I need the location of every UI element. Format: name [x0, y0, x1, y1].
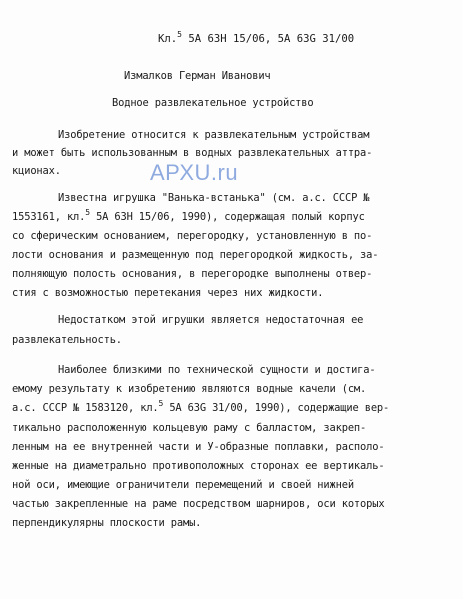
paragraph-line: Изобретение относится к развлекательным устройствам — [58, 129, 370, 141]
paragraph-line: тикально расположенную кольцевую раму с балластом, закреп- — [12, 422, 367, 434]
classif-prefix: Кл. — [158, 33, 178, 45]
paragraph-line: Недостатком этой игрушки является недостаточная ее — [58, 314, 364, 326]
paragraph-line — [12, 210, 365, 225]
paragraph-line: Наиболее близкими по технической сущности и достига- — [58, 364, 376, 376]
paragraph-line — [12, 401, 389, 416]
document-title: Водное развлекательное устройство — [112, 97, 314, 109]
paragraph-line: лости основания и размещенную под перегородкой жидкость, за- — [12, 249, 379, 261]
paragraph-line: ленным на ее внутренней части и У-образные поплавки, располо- — [12, 441, 385, 453]
paragraph-line: полняющую полость основания, в перегородке выполнены отвер- — [12, 268, 373, 280]
paragraph-line: ной оси, имеющие ограничители перемещений и своей нижней — [12, 479, 354, 491]
paragraph-line: развлекательность. — [12, 334, 122, 346]
line-fragment: 5А 63G 31/00, 1990), содержащие вер- — [169, 402, 390, 414]
line-fragment: а.с. СССР № 1583120, кл. — [12, 402, 159, 414]
paragraph-line: со сферическим основанием, перегородку, установленную в по- — [12, 230, 373, 242]
paragraph-line: перпендикулярны плоскости рамы. — [12, 517, 202, 529]
author-name: Измалков Герман Иванович — [124, 70, 271, 82]
paragraph-line: частью закрепленные на раме посредством шарниров, оси которых — [12, 498, 385, 510]
paragraph-line: кционах. — [12, 165, 61, 177]
line-fragment: 5А 63Н 15/06, 1990), содержащая полый корпус — [96, 211, 365, 223]
classif-codes: 5А 63Н 15/06, 5А 63G 31/00 — [188, 33, 355, 45]
paragraph-line: емому результату к изобретению являются водные качели (см. — [12, 383, 367, 395]
superscript: 5 — [85, 208, 90, 217]
classif-superscript: 5 — [177, 30, 182, 39]
paragraph-line: женные на диаметрально противоположных сторонах ее вертикаль- — [12, 460, 385, 472]
site-watermark: АРХU.ru — [150, 160, 239, 185]
superscript: 5 — [158, 399, 164, 408]
line-fragment: 1553161, кл. — [12, 211, 86, 223]
paragraph-line: Известна игрушка "Ванька-встанька" (см. а.с. СССР № — [58, 192, 370, 204]
classification-code — [158, 32, 354, 47]
paragraph-line: и может быть использованным в водных развлекательных аттра- — [12, 147, 373, 159]
paragraph-line: стия с возможностью перетекания через них жидкости. — [12, 287, 324, 299]
